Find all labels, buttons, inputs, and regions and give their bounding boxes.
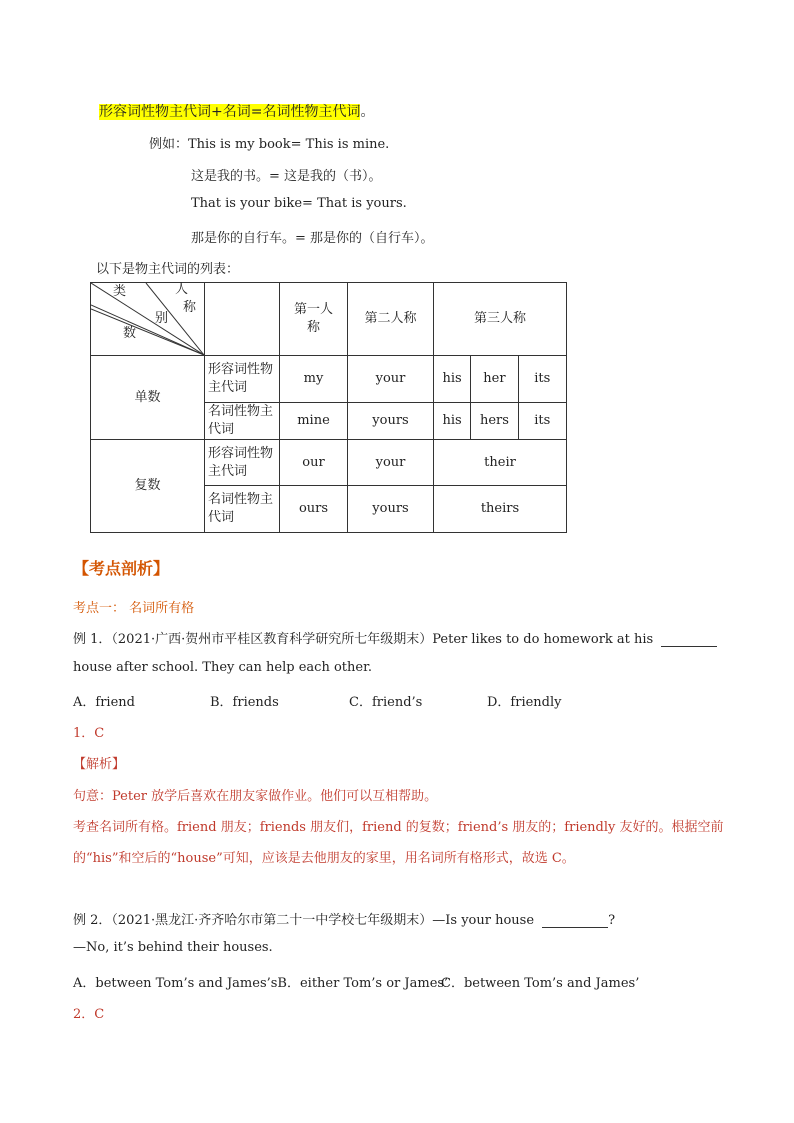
pl-adj-first: our [280,440,348,486]
plural-label: 复数 [91,440,205,533]
q1-explain-line1: 考查名词所有格。friend 朋友；friends 朋友们，friend 的复数；friend’s 朋友的；friendly 友好的。根据空前 [73,820,724,835]
sg-adj-its: its [518,356,566,403]
diag-ren: 人 [175,282,189,297]
rule-line [99,101,374,121]
sg-noun-second: yours [348,403,434,440]
q1-meaning: 句意：Peter 放学后喜欢在朋友家做作业。他们可以互相帮助。 [73,789,438,804]
sg-adj-second: your [348,356,434,403]
q2-stem-end: ? [608,913,616,928]
q1-analysis-label: 【解析】 [73,757,126,772]
example-prefix: 例如： [149,137,189,152]
example-1: This is my book= This is mine. [188,137,390,152]
q1-explain-line2: 的“his”和空后的“house”可知，应该是去他朋友的家里，用名词所有格形式，故选 C。 [73,851,575,866]
q1-answer: 1．C [73,726,105,741]
table-caption: 以下是物主代词的列表： [96,262,240,277]
diag-shu: 数 [123,326,137,341]
q1-option-b: B．friends [210,695,279,710]
q1-blank [661,632,717,647]
example-line-1 [149,133,389,152]
q2-blank [542,913,608,928]
sg-adj-first: my [280,356,348,403]
pl-noun-second: yours [348,486,434,533]
q2-option-c: C．between Tom’s and James’ [441,976,640,991]
point-one-heading: 考点一： 名词所有格 [73,601,195,616]
pronoun-table [90,282,567,533]
sg-noun-his: his [434,403,471,440]
singular-label: 单数 [91,356,205,440]
q1-option-a: A．friend [73,695,135,710]
example-2: That is your bike= That is yours. [191,196,407,211]
sg-noun-first: mine [280,403,348,440]
header-first-person: 第一人称 [280,283,348,356]
sg-noun-its: its [518,403,566,440]
diag-bie: 别 [155,311,169,326]
diagonal-header-cell [91,283,205,356]
diag-cheng: 称 [183,300,197,315]
sg-adj-her: her [471,356,518,403]
sg-adj-label: 形容词性物主代词 [205,356,280,403]
pl-noun-label: 名词性物主代词 [205,486,280,533]
sg-noun-hers: hers [471,403,518,440]
q1-stem-text: 例 1．（2021·广西·贺州市平桂区教育科学研究所七年级期末）Peter likes to do homework at his [73,632,654,647]
q1-option-d: D．friendly [487,695,562,710]
pl-adj-label: 形容词性物主代词 [205,440,280,486]
q2-stem-line2: —No, it’s behind their houses. [73,940,273,955]
sg-adj-his: his [434,356,471,403]
q2-options-ab: A．between Tom’s and James’sB．either Tom’s or James’ [73,976,449,991]
diag-lei: 类 [113,284,127,299]
header-third-person: 第三人称 [434,283,567,356]
pl-noun-third: theirs [434,486,567,533]
pl-adj-third: their [434,440,567,486]
q2-answer: 2．C [73,1007,105,1022]
pl-adj-second: your [348,440,434,486]
example-1-cn: 这是我的书。= 这是我的（书）。 [191,169,382,184]
q1-option-c: C．friend’s [349,695,423,710]
rule-end: 。 [360,104,375,120]
header-second-person: 第二人称 [348,283,434,356]
sg-noun-label: 名词性物主代词 [205,403,280,440]
q2-stem-line1 [73,909,615,928]
empty-header-cell [205,283,280,356]
pl-noun-first: ours [280,486,348,533]
rule-highlight: 形容词性物主代词+名词=名词性物主代词 [99,104,361,120]
section-title: 【考点剖析】 [73,559,170,578]
q1-stem-line1 [73,628,717,647]
example-2-cn: 那是你的自行车。= 那是你的（自行车）。 [191,231,434,246]
q1-stem-line2: house after school. They can help each other. [73,660,372,675]
q2-stem-text: 例 2．（2021·黑龙江·齐齐哈尔市第二十一中学校七年级期末）—Is your house [73,913,535,928]
